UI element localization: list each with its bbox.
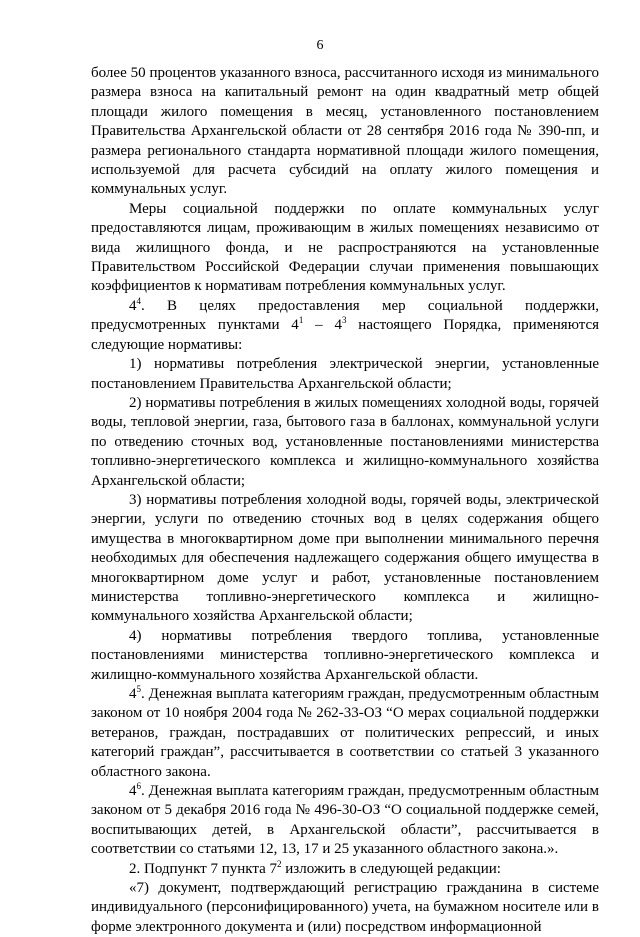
paragraph-8 [91, 685, 599, 782]
paragraph-text: «7) документ, подтверждающий регистрацию гражданина в системе индивидуального (персонифицированного) учета, на бумажном носителе или в форме электронного документа и (или) посредством информационной [91, 880, 599, 935]
paragraph-text: 4 [129, 783, 137, 800]
superscript-index: 2 [277, 858, 282, 869]
paragraph-text: . Денежная выплата категориям граждан, предусмотренным областным законом от 10 ноября 2004 года № 262-33-ОЗ “О мерах социальной поддержки ветеранов, граждан, пострадавших от политических репрессий, и иных категорий граждан”, рассчитывается в соответствии со статьей 3 указанного областного закона. [91, 686, 599, 780]
document-body [91, 64, 599, 937]
superscript-index: 4 [136, 295, 141, 306]
paragraph-1 [91, 64, 599, 200]
superscript-index: 5 [136, 684, 141, 694]
paragraph-text: 2) нормативы потребления в жилых помещениях холодной воды, горячей воды, тепловой энергии, газа, бытового газа в баллонах, коммунальной услуги по отведению сточных вод, установленные постановлениями министерства топливно-энергетического комплекса и жилищно-коммунального хозяйства Архангельской области; [91, 394, 599, 489]
superscript-index: 1 [298, 315, 304, 326]
paragraph-4 [91, 355, 599, 394]
paragraph-9 [91, 782, 599, 860]
paragraph-11 [91, 879, 599, 937]
paragraph-10 [91, 860, 599, 879]
page-number: 6 [316, 38, 324, 53]
paragraph-text: 3) нормативы потребления холодной воды, горячей воды, электрической энергии, услуги по отведению сточных вод в целях содержания общего имущества в многоквартирном доме при выполнении минимального перечня необходимых для обеспечения надлежащего содержания общего имущества в многоквартирном доме услуг и работ, установленные постановлением министерства топливно-энергетического комплекса и жилищно-коммунального хозяйства Архангельской области; [91, 491, 599, 625]
paragraph-text: 4 [129, 686, 137, 702]
paragraph-6 [91, 491, 599, 627]
paragraph-text: Меры социальной поддержки по оплате коммунальных услуг предоставляются лицам, проживающим в жилых помещениях независимо от вида жилищного фонда, и не распространяются на установленные Правительством Российской Федерации случаи применения повышающих коэффициентов к нормативам потребления коммунальных услуг. [91, 200, 599, 295]
superscript-index: 3 [341, 315, 347, 326]
paragraph-text: более 50 процентов указанного взноса, рассчитанного исходя из минимального размера взноса на капитальный ремонт на один квадратный метр общей площади жилого помещения в месяц, установленного постановлением Правительства Архангельской области от 28 сентября 2016 года № 390-пп, и размера регионального стандарта нормативной площади жилого помещения, используемой для расчета субсидий на оплату жилого помещения и коммунальных услуг. [91, 65, 599, 198]
paragraph-2 [91, 200, 599, 297]
paragraph-text: изложить в следующей редакции: [281, 860, 501, 877]
paragraph-text: 4 [129, 297, 137, 314]
paragraph-3 [91, 297, 599, 355]
paragraph-text: 4) нормативы потребления твердого топлива, установленные постановлениями министерства топливно-энергетического комплекса и жилищно-коммунального хозяйства Архангельской области. [91, 627, 599, 683]
superscript-index: 6 [136, 781, 141, 792]
paragraph-text: – 4 [303, 317, 342, 334]
paragraph-text: . В целях предоставления мер социальной поддержки, предусмотренных пунктами 4 [91, 297, 599, 334]
paragraph-text: 2. Подпункт 7 пункта 7 [129, 860, 278, 877]
paragraph-7 [91, 627, 599, 685]
paragraph-5 [91, 394, 599, 491]
paragraph-text: . Денежная выплата категориям граждан, предусмотренным областным законом от 5 декабря 2016 года № 496-30-ОЗ “О социальной поддержке семей, воспитывающих детей, в Архангельской области”, рассчитывается в соответствии со статьями 12, 13, 17 и 25 указанного областного закона.». [91, 783, 599, 858]
paragraph-text: 1) нормативы потребления электрической энергии, установленные постановлением Правительства Архангельской области; [91, 356, 599, 392]
paragraph-text: настоящего Порядка, применяются следующие нормативы: [91, 317, 600, 353]
